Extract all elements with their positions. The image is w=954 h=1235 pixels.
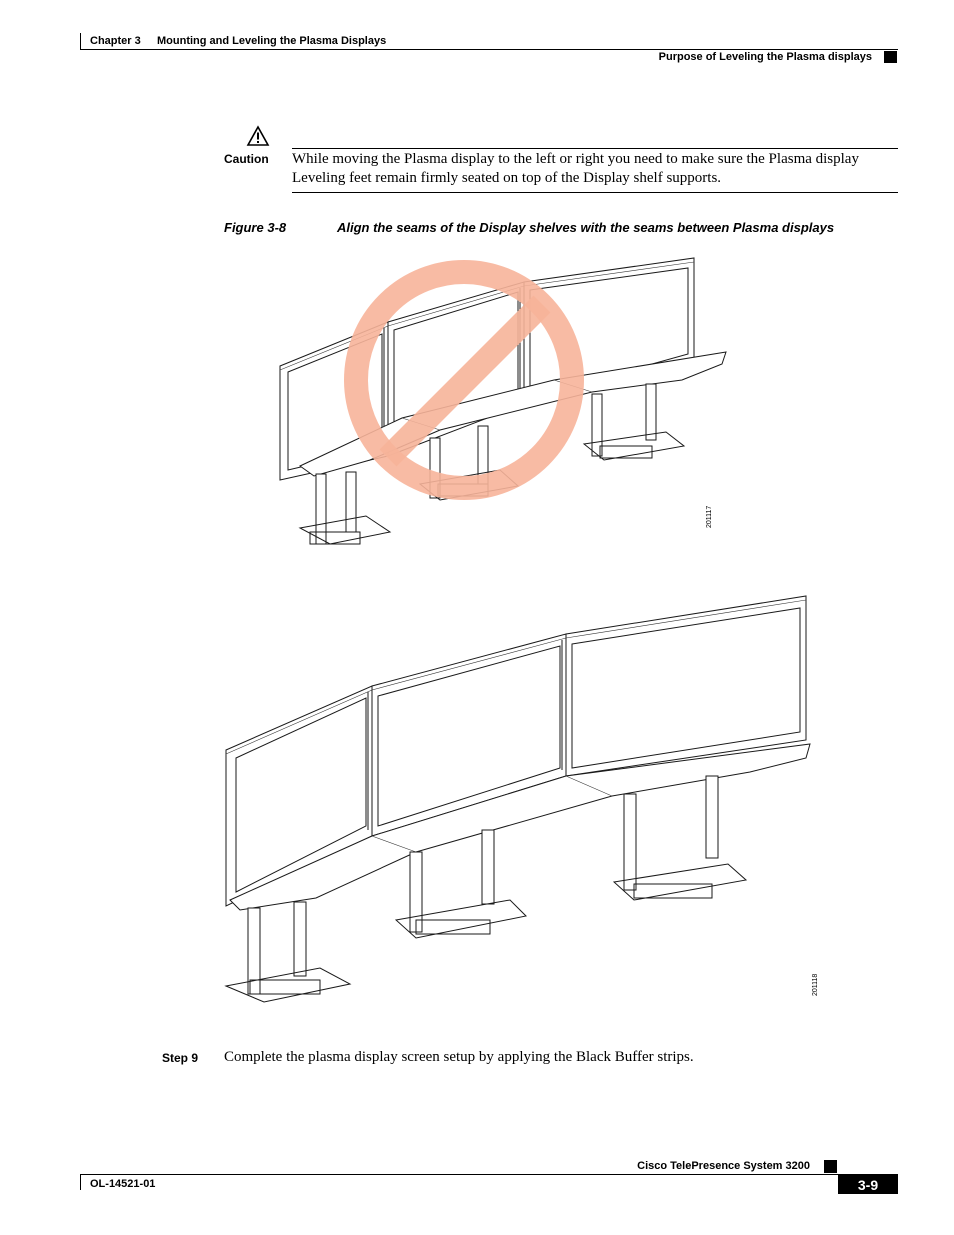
figure-bottom-illustration bbox=[220, 590, 820, 1010]
footer-left-rule bbox=[80, 1174, 81, 1190]
step-label: Step 9 bbox=[162, 1051, 199, 1065]
chapter-label: Chapter 3 bbox=[90, 35, 141, 47]
shelf-support-right bbox=[584, 384, 684, 460]
step-text: Complete the plasma display screen setup by applying the Black Buffer strips. bbox=[224, 1049, 694, 1065]
header-marker-block bbox=[884, 51, 897, 63]
shelf-support-left bbox=[300, 472, 390, 544]
footer-doc-id: OL-14521-01 bbox=[90, 1178, 156, 1190]
footer-marker-block bbox=[824, 1160, 837, 1173]
caution-text: While moving the Plasma display to the left or right you need to make sure the Plasma display Leveling feet remain firmly seated on top of the Display shelf supports. bbox=[292, 151, 859, 186]
page-number-box bbox=[838, 1175, 898, 1194]
figure-number: Figure 3-8 bbox=[224, 220, 287, 235]
caution-top-rule bbox=[292, 148, 898, 149]
figure-top-illustration bbox=[270, 248, 770, 558]
figure-bottom-id: 201118 bbox=[812, 973, 819, 996]
shelf-support-right-correct bbox=[614, 776, 746, 900]
caution-bottom-rule bbox=[292, 192, 898, 193]
figure-caption: Align the seams of the Display shelves with the seams between Plasma displays bbox=[337, 220, 835, 235]
page-number: 3-9 bbox=[857, 1176, 879, 1193]
footer-product: Cisco TelePresence System 3200 bbox=[637, 1160, 810, 1172]
footer-rule bbox=[80, 1174, 898, 1175]
chapter-title: Mounting and Leveling the Plasma Displays bbox=[157, 35, 387, 47]
shelf-support-left-correct bbox=[226, 902, 350, 1002]
caution-label: Caution bbox=[224, 152, 269, 166]
section-title: Purpose of Leveling the Plasma displays bbox=[658, 51, 872, 63]
figure-top-id: 201117 bbox=[706, 505, 713, 528]
warning-icon bbox=[246, 125, 270, 147]
header-left-rule bbox=[80, 33, 81, 49]
header-rule bbox=[80, 49, 898, 50]
